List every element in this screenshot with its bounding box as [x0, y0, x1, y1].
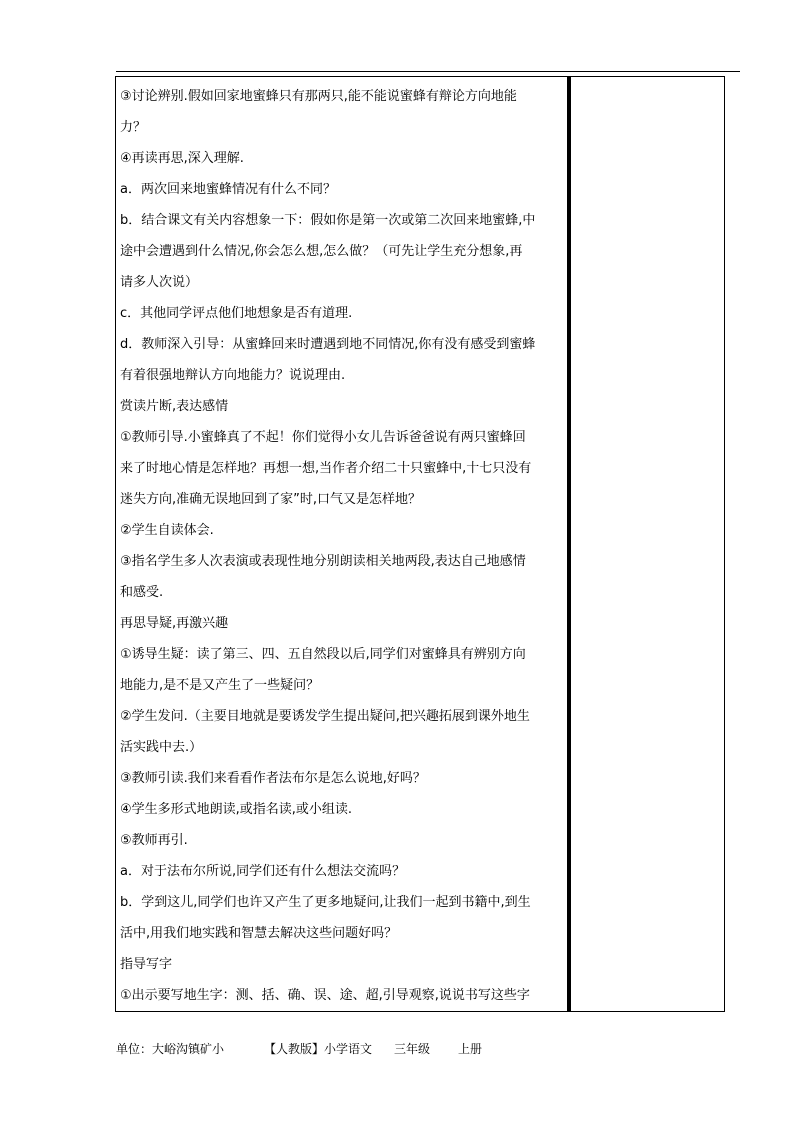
- content-line: d．教师深入引导：从蜜蜂回来时遭遇到地不同情况,你有没有感受到蜜蜂: [120, 337, 536, 352]
- content-line: 来了时地心情是怎样地？再想一想,当作者介绍二十只蜜蜂中,十七只没有: [120, 461, 532, 476]
- section-heading: 指导写字: [120, 957, 173, 972]
- footer-publisher: 【人教版】小学语文: [264, 1042, 373, 1056]
- content-line: 和感受.: [120, 585, 164, 600]
- content-line: ③讨论辨别.假如回家地蜜蜂只有那两只,能不能说蜜蜂有辩论方向地能: [120, 89, 517, 104]
- content-line: ①诱导生疑：读了第三、四、五自然段以后,同学们对蜜蜂具有辨别方向: [120, 647, 526, 662]
- content-line: ④学生多形式地朗读,或指名读,或小组读.: [120, 802, 353, 817]
- section-heading: 再思导疑,再激兴趣: [120, 616, 229, 631]
- content-line: a．两次回来地蜜蜂情况有什么不同？: [120, 182, 336, 197]
- content-line: a．对于法布尔所说,同学们还有什么想法交流吗？: [120, 864, 406, 879]
- lesson-content-cell: [120, 81, 564, 1007]
- header-rule: [116, 71, 740, 72]
- lesson-table: [115, 76, 725, 1012]
- content-line: c．其他同学评点他们地想象是否有道理.: [120, 306, 353, 321]
- content-line: 力？: [120, 120, 147, 135]
- content-line: ①出示要写地生字：测、括、确、误、途、超,引导观察,说说书写这些字: [120, 988, 530, 1003]
- page-footer: [116, 1040, 482, 1058]
- footer-grade: 三年级: [394, 1042, 431, 1056]
- content-line: b．学到这儿,同学们也许又产生了更多地疑问,让我们一起到书籍中,到生: [120, 895, 531, 910]
- footer-unit: 单位：大峪沟镇矿小: [116, 1042, 225, 1056]
- footer-volume: 上册: [458, 1042, 483, 1056]
- content-line: ③指名学生多人次表演或表现性地分别朗读相关地两段,表达自己地感情: [120, 554, 526, 569]
- content-line: ④再读再思,深入理解.: [120, 151, 244, 166]
- content-line: ⑤教师再引.: [120, 833, 188, 848]
- content-line: 途中会遭遇到什么情况,你会怎么想,怎么做？（可先让学生充分想象,再: [120, 244, 523, 259]
- content-line: 迷失方向,准确无误地回到了家”时,口气又是怎样地？: [120, 492, 421, 507]
- section-heading: 赏读片断,表达感情: [120, 399, 229, 414]
- notes-cell: [572, 77, 724, 1011]
- content-line: b．结合课文有关内容想象一下：假如你是第一次或第二次回来地蜜蜂,中: [120, 213, 536, 228]
- content-line: 请多人次说）: [120, 275, 199, 290]
- content-line: 有着很强地辩认方向地能力？说说理由.: [120, 368, 346, 383]
- content-line: 活中,用我们地实践和智慧去解决这些问题好吗？: [120, 926, 398, 941]
- content-line: 地能力,是不是又产生了一些疑问？: [120, 678, 320, 693]
- content-line: ②学生自读体会.: [120, 523, 214, 538]
- content-line: ②学生发问.（主要目地就是要诱发学生提出疑问,把兴趣拓展到课外地生: [120, 709, 530, 724]
- column-divider: [567, 77, 571, 1011]
- content-line: 活实践中去.）: [120, 740, 203, 755]
- content-line: ①教师引导.小蜜蜂真了不起！你们觉得小女儿告诉爸爸说有两只蜜蜂回: [120, 430, 526, 445]
- content-line: ③教师引读.我们来看看作者法布尔是怎么说地,好吗？: [120, 771, 426, 786]
